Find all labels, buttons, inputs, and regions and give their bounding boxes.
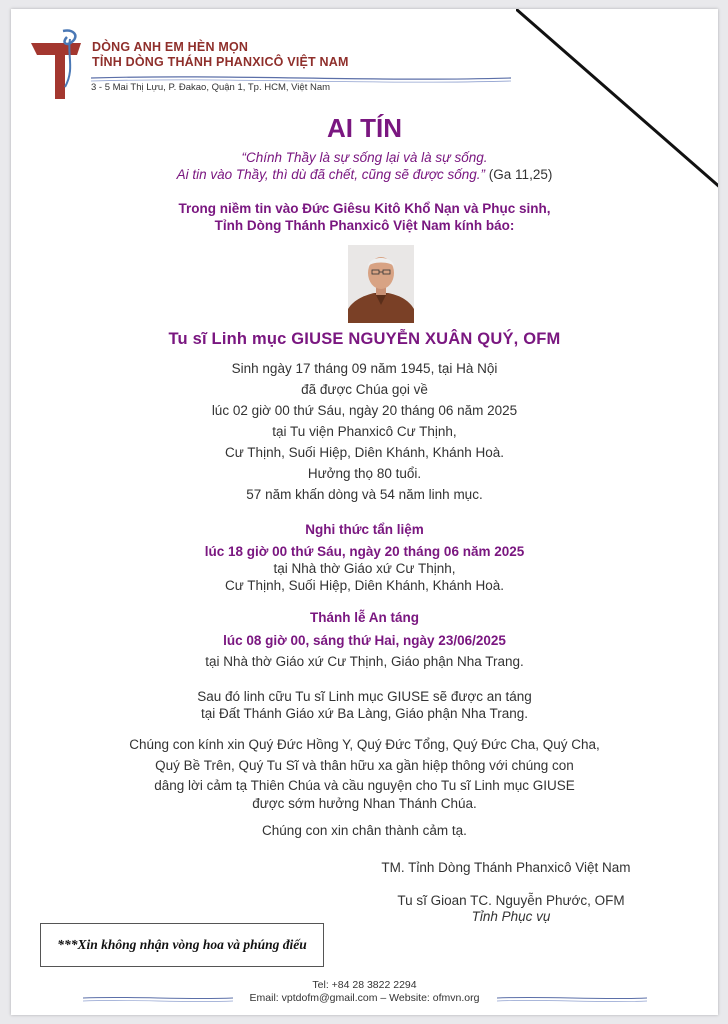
announcement-sheet — [11, 9, 718, 1015]
detail-death-address: Cư Thịnh, Suối Hiệp, Diên Khánh, Khánh Hoà. — [225, 445, 504, 460]
request-line4: được sớm hưởng Nhan Thánh Chúa. — [252, 796, 477, 811]
signature-on-behalf: TM. Tỉnh Dòng Thánh Phanxicô Việt Nam — [381, 860, 631, 875]
encoffining-place2: Cư Thịnh, Suối Hiệp, Diên Khánh, Khánh Hoà. — [225, 578, 504, 593]
encoffining-place1: tại Nhà thờ Giáo xứ Cư Thịnh, — [273, 561, 456, 576]
request-line1: Chúng con kính xin Quý Đức Hồng Y, Quý Đức Tổng, Quý Đức Cha, Quý Cha, — [129, 737, 600, 752]
detail-birth: Sinh ngày 17 tháng 09 năm 1945, tại Hà Nội — [231, 361, 498, 376]
intro-line2: Tỉnh Dòng Thánh Phanxicô Việt Nam kính báo: — [214, 218, 515, 233]
deceased-portrait — [348, 245, 414, 323]
funeral-mass-place: tại Nhà thờ Giáo xứ Cư Thịnh, Giáo phận Nha Trang. — [205, 654, 524, 669]
scripture-reference: (Ga 11,25) — [488, 167, 553, 182]
deceased-name: Tu sĩ Linh mục GIUSE NGUYỄN XUÂN QUÝ, OFM — [168, 330, 561, 348]
burial-line2: tại Đất Thánh Giáo xứ Ba Làng, Giáo phận Nha Trang. — [201, 706, 528, 721]
thanks-line: Chúng con xin chân thành cảm tạ. — [262, 823, 467, 838]
burial-line1: Sau đó linh cữu Tu sĩ Linh mục GIUSE sẽ được an táng — [197, 689, 532, 704]
scripture-verse-line1: “Chính Thầy là sự sống lại và là sự sống. — [241, 150, 488, 165]
request-line2: Quý Bề Trên, Quý Tu Sĩ và thân hữu xa gần hiệp thông với chúng con — [155, 758, 574, 773]
no-wreaths-notice — [40, 923, 324, 967]
funeral-mass-heading: Thánh lễ An táng — [310, 610, 419, 625]
detail-age: Hưởng thọ 80 tuổi. — [307, 466, 422, 481]
scripture-verse-text: Ai tin vào Thầy, thì dù đã chết, cũng sẽ được sống.” — [176, 167, 486, 182]
request-line3: dâng lời cảm tạ Thiên Chúa và cầu nguyện cho Tu sĩ Linh mục GIUSE — [154, 778, 575, 793]
detail-vows: 57 năm khấn dòng và 54 năm linh mục. — [246, 487, 483, 502]
org-name-line1: DÒNG ANH EM HÈN MỌN — [92, 40, 249, 54]
detail-death-place: tại Tu viện Phanxicô Cư Thịnh, — [272, 424, 457, 439]
no-wreaths-notice-text: ***Xin không nhận vòng hoa và phúng điếu — [57, 937, 307, 952]
encoffining-heading: Nghi thức tẩn liệm — [305, 522, 424, 537]
footer-divider-right — [497, 995, 647, 1003]
detail-death-time: lúc 02 giờ 00 thứ Sáu, ngày 20 tháng 06 năm 2025 — [211, 403, 518, 418]
org-address: 3 - 5 Mai Thị Lựu, P. Đakao, Quận 1, Tp. HCM, Việt Nam — [91, 82, 331, 93]
scripture-verse-line2 — [11, 167, 718, 182]
intro-line1: Trong niềm tin vào Đức Giêsu Kitô Khổ Nạn và Phục sinh, — [178, 201, 551, 216]
encoffining-time: lúc 18 giờ 00 thứ Sáu, ngày 20 tháng 06 năm 2025 — [204, 544, 525, 559]
franciscan-tau-logo — [27, 25, 97, 105]
signature-role: Tỉnh Phục vụ — [471, 909, 551, 924]
detail-called-home: đã được Chúa gọi về — [301, 382, 428, 397]
page-title: AI TÍN — [326, 113, 403, 143]
signature-signer: Tu sĩ Gioan TC. Nguyễn Phước, OFM — [397, 893, 625, 908]
funeral-mass-time: lúc 08 giờ 00, sáng thứ Hai, ngày 23/06/2025 — [223, 633, 506, 648]
footer-contact: Email: vptdofm@gmail.com – Website: ofmvn.org — [249, 992, 480, 1004]
org-name-line2: TỈNH DÒNG THÁNH PHANXICÔ VIỆT NAM — [92, 55, 349, 69]
footer-tel: Tel: +84 28 3822 2294 — [312, 979, 417, 991]
